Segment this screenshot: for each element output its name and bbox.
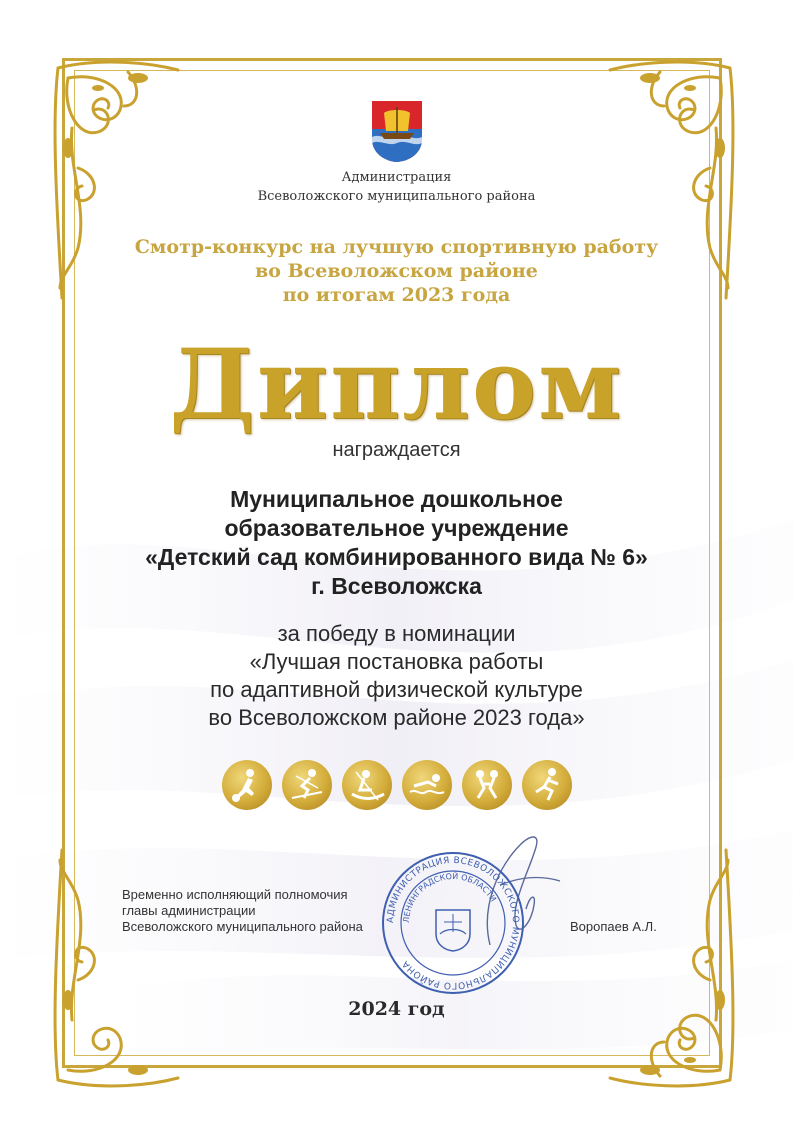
sport-icons-row	[222, 760, 572, 810]
recipient-line-1: Муниципальное дошкольное	[230, 486, 563, 512]
corner-ornament-bottom-right	[600, 830, 750, 1100]
diploma-heading: Диплом	[169, 328, 624, 441]
stamp-inner-text: ЛЕНИНГРАДСКОЙ ОБЛАСТИ	[401, 871, 498, 924]
ski-icon	[282, 760, 332, 810]
football-icon	[222, 760, 272, 810]
nomination-line-4: во Всеволожском районе 2023 года»	[208, 705, 585, 730]
signer-line-1: Временно исполняющий полномочия	[122, 887, 348, 902]
running-icon	[522, 760, 572, 810]
nomination-line-3: по адаптивной физической культуре	[210, 677, 583, 702]
corner-ornament-bottom-left	[38, 830, 188, 1100]
coat-of-arms-icon	[370, 99, 424, 163]
nomination-line-2: «Лучшая постановка работы	[249, 649, 544, 674]
issuer-line-2: Всеволожского муниципального района	[257, 189, 536, 204]
signer-title	[122, 887, 363, 935]
nomination-line-1: за победу в номинации	[277, 621, 516, 646]
nomination-text	[0, 620, 793, 732]
contest-line-2: во Всеволожском районе	[255, 260, 538, 282]
contest-title	[0, 235, 793, 307]
recipient-line-4: г. Всеволожска	[311, 573, 482, 599]
rowing-icon	[342, 760, 392, 810]
contest-line-3: по итогам 2023 года	[282, 284, 511, 306]
issuer-line-1: Администрация	[341, 170, 452, 185]
recipient-line-2: образовательное учреждение	[224, 515, 569, 541]
swimming-icon	[402, 760, 452, 810]
signer-name: Воропаев А.Л.	[570, 919, 657, 934]
recipient-line-3: «Детский сад комбинированного вида № 6»	[145, 544, 648, 570]
stamp-outer-text: АДМИНИСТРАЦИЯ ВСЕВОЛОЖСКОГО МУНИЦИПАЛЬНОГО РАЙОНА	[385, 855, 521, 991]
awarded-label: награждается	[332, 439, 461, 461]
contest-line-1: Смотр-конкурс на лучшую спортивную работу	[134, 236, 659, 258]
issuer-block	[0, 168, 793, 206]
issue-year: 2024 год	[348, 998, 445, 1020]
wrestling-icon	[462, 760, 512, 810]
signer-line-2: главы администрации	[122, 903, 256, 918]
official-stamp	[378, 848, 528, 998]
recipient-name	[0, 485, 793, 601]
signer-line-3: Всеволожского муниципального района	[122, 919, 363, 934]
